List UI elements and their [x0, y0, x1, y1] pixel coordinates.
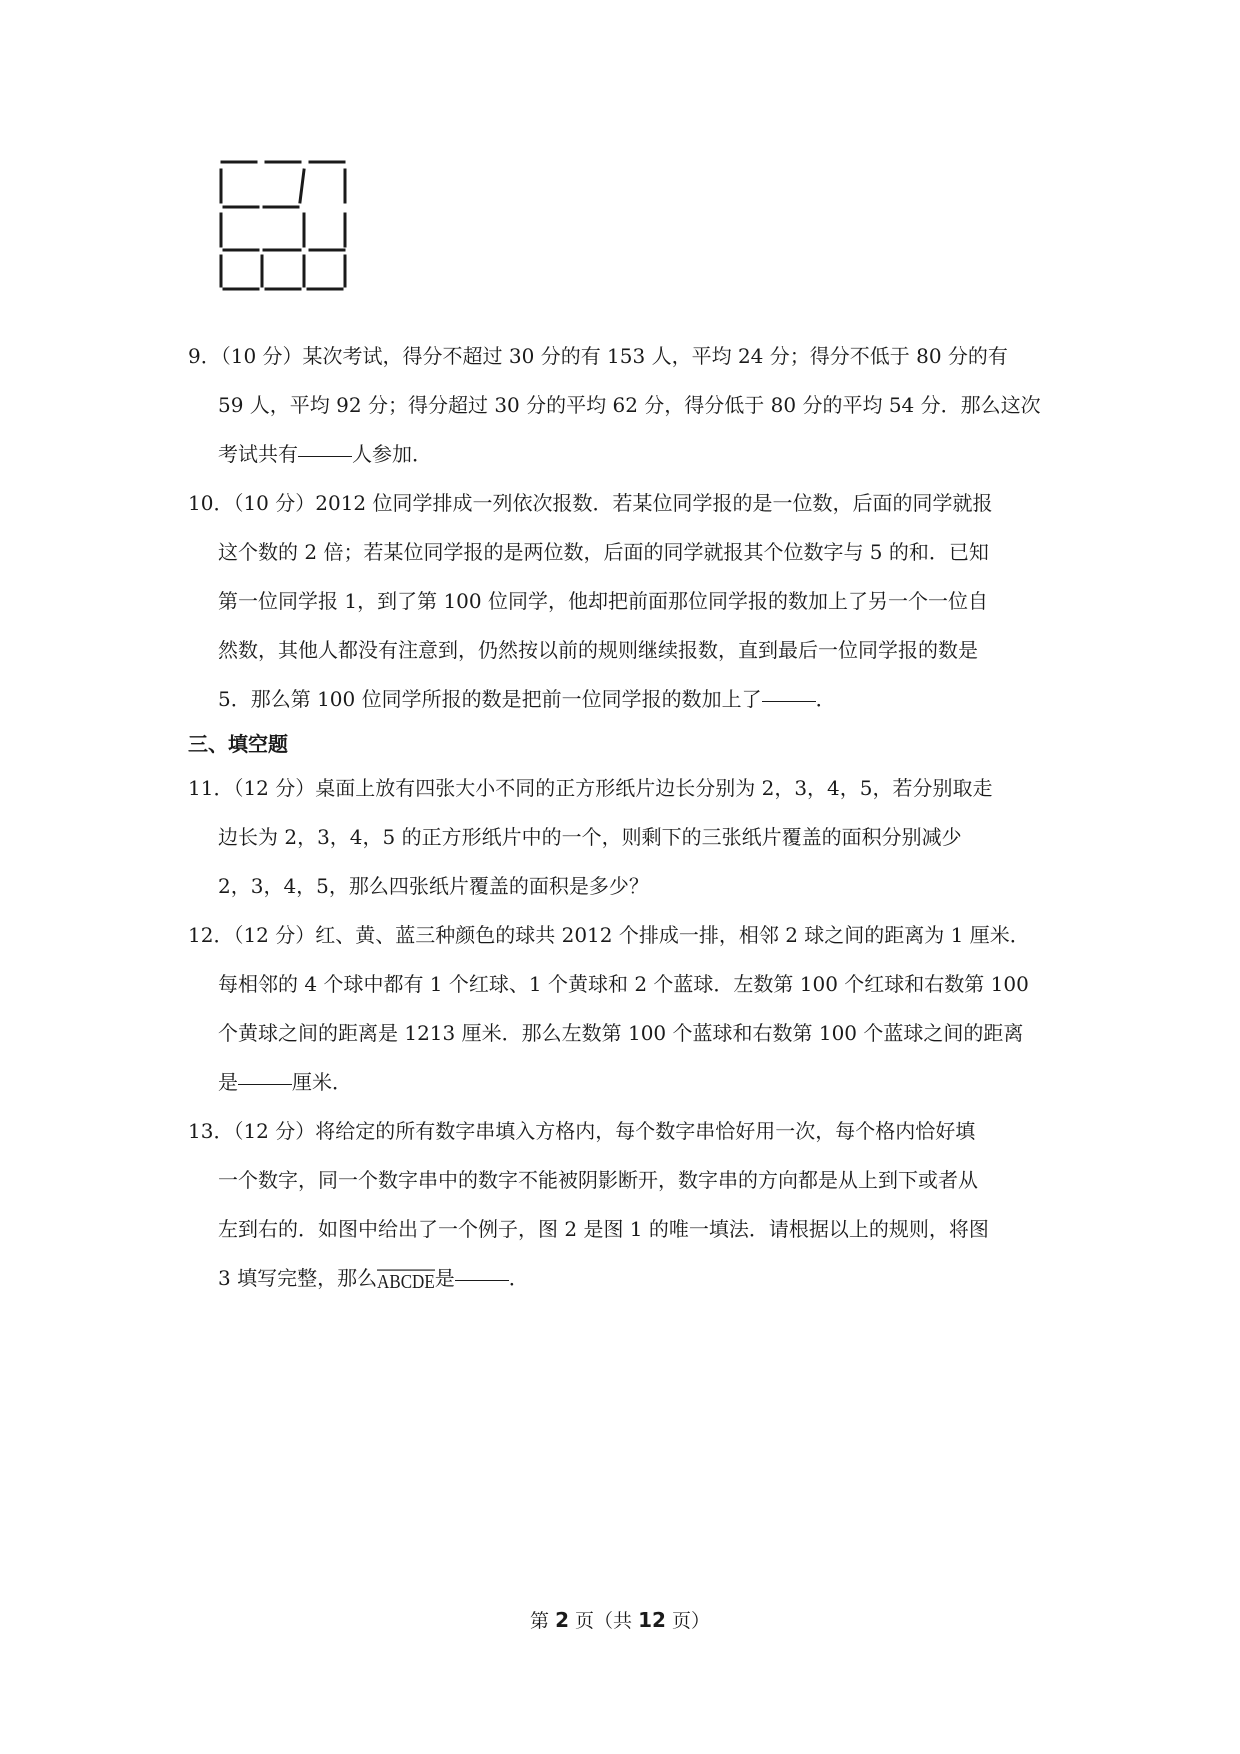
question-line: 每相邻的 4 个球中都有 1 个红球、1 个黄球和 2 个蓝球．左数第 100 个红球和右数第 100: [218, 972, 1029, 996]
question-text: 5．那么第 100 位同学所报的数是把前一位同学报的数加上了: [218, 687, 762, 711]
answer-blank: [238, 1083, 292, 1085]
question-text: 3 填写完整，那么: [218, 1266, 378, 1290]
question-line: 一个数字，同一个数字串中的数字不能被阴影断开，数字串的方向都是从上到下或者从: [218, 1168, 978, 1192]
question-text: ．: [508, 1266, 529, 1290]
question-line: 10．（10 分）2012 位同学排成一列依次报数．若某位同学报的是一位数，后面的同学就报: [188, 491, 993, 515]
question-line: 这个数的 2 倍；若某位同学报的是两位数，后面的同学就报其个位数字与 5 的和．已知: [218, 540, 989, 564]
question-line: 9．（10 分）某次考试，得分不超过 30 分的有 153 人，平均 24 分；得分不低于 80 分的有: [188, 344, 1008, 368]
question-line: 59 人，平均 92 分；得分超过 30 分的平均 62 分，得分低于 80 分的平均 54 分．那么这次: [218, 393, 1041, 417]
matchstick-figure: [218, 158, 348, 292]
answer-blank: [762, 700, 816, 702]
question-line: 左到右的．如图中给出了一个例子，图 2 是图 1 的唯一填法．请根据以上的规则，将图: [218, 1217, 989, 1241]
page-footer: [0, 1606, 1240, 1633]
question-text: 考试共有: [218, 442, 298, 466]
question-10: [188, 479, 1068, 724]
question-text: 厘米．: [292, 1070, 352, 1094]
question-line: 12．（12 分）红、黄、蓝三种颜色的球共 2012 个排成一排，相邻 2 球之间的距离为 1 厘米．: [188, 923, 1030, 947]
question-line: [188, 1254, 1068, 1303]
footer-prefix: 第: [530, 1610, 556, 1632]
question-line: [188, 430, 1068, 479]
overlined-number-label: ABCDE: [377, 1270, 435, 1293]
footer-middle: 页（共: [568, 1610, 639, 1632]
question-line: 13．（12 分）将给定的所有数字串填入方格内，每个数字串恰好用一次，每个格内恰好填: [188, 1119, 976, 1143]
current-page-number: 2: [555, 1608, 569, 1632]
answer-blank: [455, 1279, 509, 1281]
question-text: 是: [218, 1070, 238, 1094]
question-line: 个黄球之间的距离是 1213 厘米．那么左数第 100 个蓝球和右数第 100 个蓝球之间的距离: [218, 1021, 1024, 1045]
question-13: [188, 1107, 1068, 1303]
answer-blank: [298, 455, 352, 457]
total-page-number: 12: [638, 1608, 666, 1632]
question-line: [188, 1058, 1068, 1107]
question-line: 然数，其他人都没有注意到，仍然按以前的规则继续报数，直到最后一位同学报的数是: [218, 638, 978, 662]
question-text: ．: [815, 687, 836, 711]
question-line: 2，3，4，5，那么四张纸片覆盖的面积是多少？: [218, 874, 649, 898]
question-text: 人参加．: [352, 442, 432, 466]
question-12: [188, 911, 1068, 1107]
question-11: [188, 764, 1068, 911]
question-line: 第一位同学报 1，到了第 100 位同学，他却把前面那位同学报的数加上了另一个一位自: [218, 589, 988, 613]
question-9: [188, 332, 1068, 479]
question-line: [188, 675, 1068, 724]
footer-suffix: 页）: [665, 1610, 710, 1632]
question-line: 边长为 2，3，4，5 的正方形纸片中的一个，则剩下的三张纸片覆盖的面积分别减少: [218, 825, 962, 849]
question-content: [188, 332, 1068, 1303]
question-text: 是: [434, 1266, 455, 1290]
section-heading: 三、填空题: [188, 732, 288, 756]
question-line: 11．（12 分）桌面上放有四张大小不同的正方形纸片边长分别为 2，3，4，5，若分别取走: [188, 776, 993, 800]
matchstick: [300, 170, 304, 202]
